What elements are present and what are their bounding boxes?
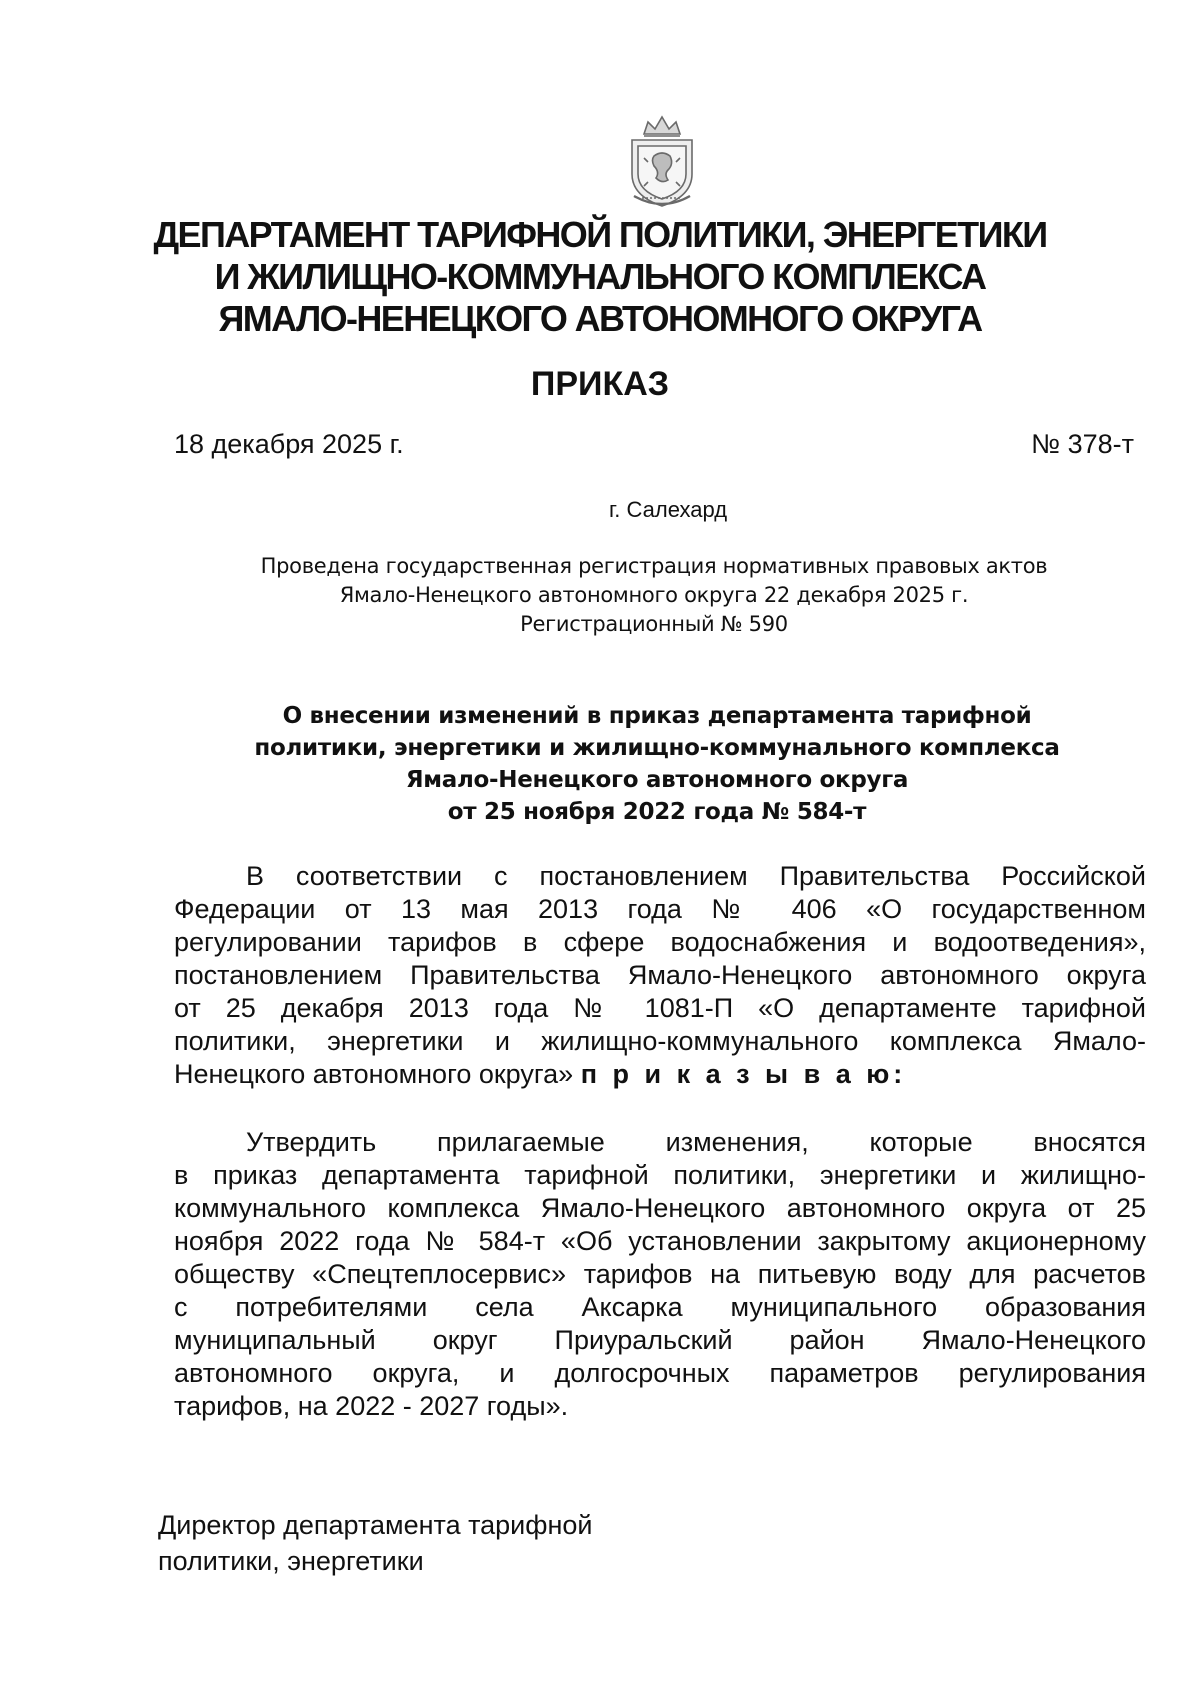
order-number: № 378-т [1031, 429, 1134, 459]
subject-line: Ямало-Ненецкого автономного округа [405, 767, 909, 793]
registration-line: Проведена государственная регистрация нормативных правовых актов [260, 554, 1048, 578]
paragraph-line: в приказ департамента тарифной политики, энергетики и жилищно- [174, 1160, 1146, 1190]
registration-line: Регистрационный № 590 [520, 612, 788, 636]
order-subject [220, 700, 1094, 828]
signature-line: политики, энергетики [158, 1546, 424, 1576]
paragraph-text: Ненецкого автономного округа» [174, 1059, 574, 1089]
paragraph-line: автономного округа, и долгосрочных параметров регулирования [174, 1358, 1146, 1388]
paragraph-line: Утвердить прилагаемые изменения, которые вносятся [246, 1127, 1146, 1157]
document-type-heading: ПРИКАЗ [530, 365, 670, 403]
paragraph-line: от 25 декабря 2013 года № 1081-П «О департаменте тарифной [174, 993, 1146, 1023]
paragraph-line: обществу «Спецтеплосервис» тарифов на питьевую воду для расчетов [174, 1259, 1146, 1289]
signature-block [158, 1507, 593, 1579]
order-verb-colon: : [893, 1059, 903, 1089]
department-title-line: ДЕПАРТАМЕНТ ТАРИФНОЙ ПОЛИТИКИ, ЭНЕРГЕТИКИ [153, 214, 1047, 255]
order-verb: п р и к а з ы в а ю [580, 1059, 894, 1089]
subject-line: от 25 ноября 2022 года № 584-т [447, 799, 867, 825]
paragraph-line [174, 1058, 1146, 1091]
paragraph-line: В соответствии с постановлением Правительства Российской [246, 861, 1146, 891]
registration-note [214, 552, 1094, 639]
paragraph-line: постановлением Правительства Ямало-Ненецкого автономного округа [174, 960, 1146, 990]
paragraph-line: ноября 2022 года № 584-т «Об установлении закрытому акционерному [174, 1226, 1146, 1256]
paragraph-line: с потребителями села Аксарка муниципального образования [174, 1292, 1146, 1322]
paragraph-line: политики, энергетики и жилищно-коммунального комплекса Ямало- [174, 1026, 1146, 1056]
department-title [0, 214, 1200, 340]
paragraph-line: регулировании тарифов в сфере водоснабжения и водоотведения», [174, 927, 1146, 957]
department-title-line: И ЖИЛИЩНО-КОММУНАЛЬНОГО КОМПЛЕКСА [214, 256, 986, 297]
order-date: 18 декабря 2025 г. [174, 429, 404, 459]
subject-line: политики, энергетики и жилищно-коммунального комплекса [254, 735, 1060, 761]
paragraph-line: тарифов, на 2022 - 2027 годы». [174, 1391, 569, 1421]
department-title-line: ЯМАЛО-НЕНЕЦКОГО АВТОНОМНОГО ОКРУГА [218, 298, 982, 339]
paragraph-line: коммунального комплекса Ямало-Ненецкого автономного округа от 25 [174, 1193, 1146, 1223]
paragraph-line: Федерации от 13 мая 2013 года № 406 «О государственном [174, 894, 1146, 924]
registration-line: Ямало-Ненецкого автономного округа 22 декабря 2025 г. [339, 583, 969, 607]
coat-of-arms-icon [624, 112, 700, 212]
signature-line: Директор департамента тарифной [158, 1510, 593, 1540]
preamble-paragraph [174, 860, 1146, 1091]
order-city: г. Салехард [608, 497, 728, 522]
subject-line: О внесении изменений в приказ департамента тарифной [282, 703, 1032, 729]
decision-paragraph [174, 1126, 1146, 1423]
paragraph-line: муниципальный округ Приуральский район Ямало-Ненецкого [174, 1325, 1146, 1355]
